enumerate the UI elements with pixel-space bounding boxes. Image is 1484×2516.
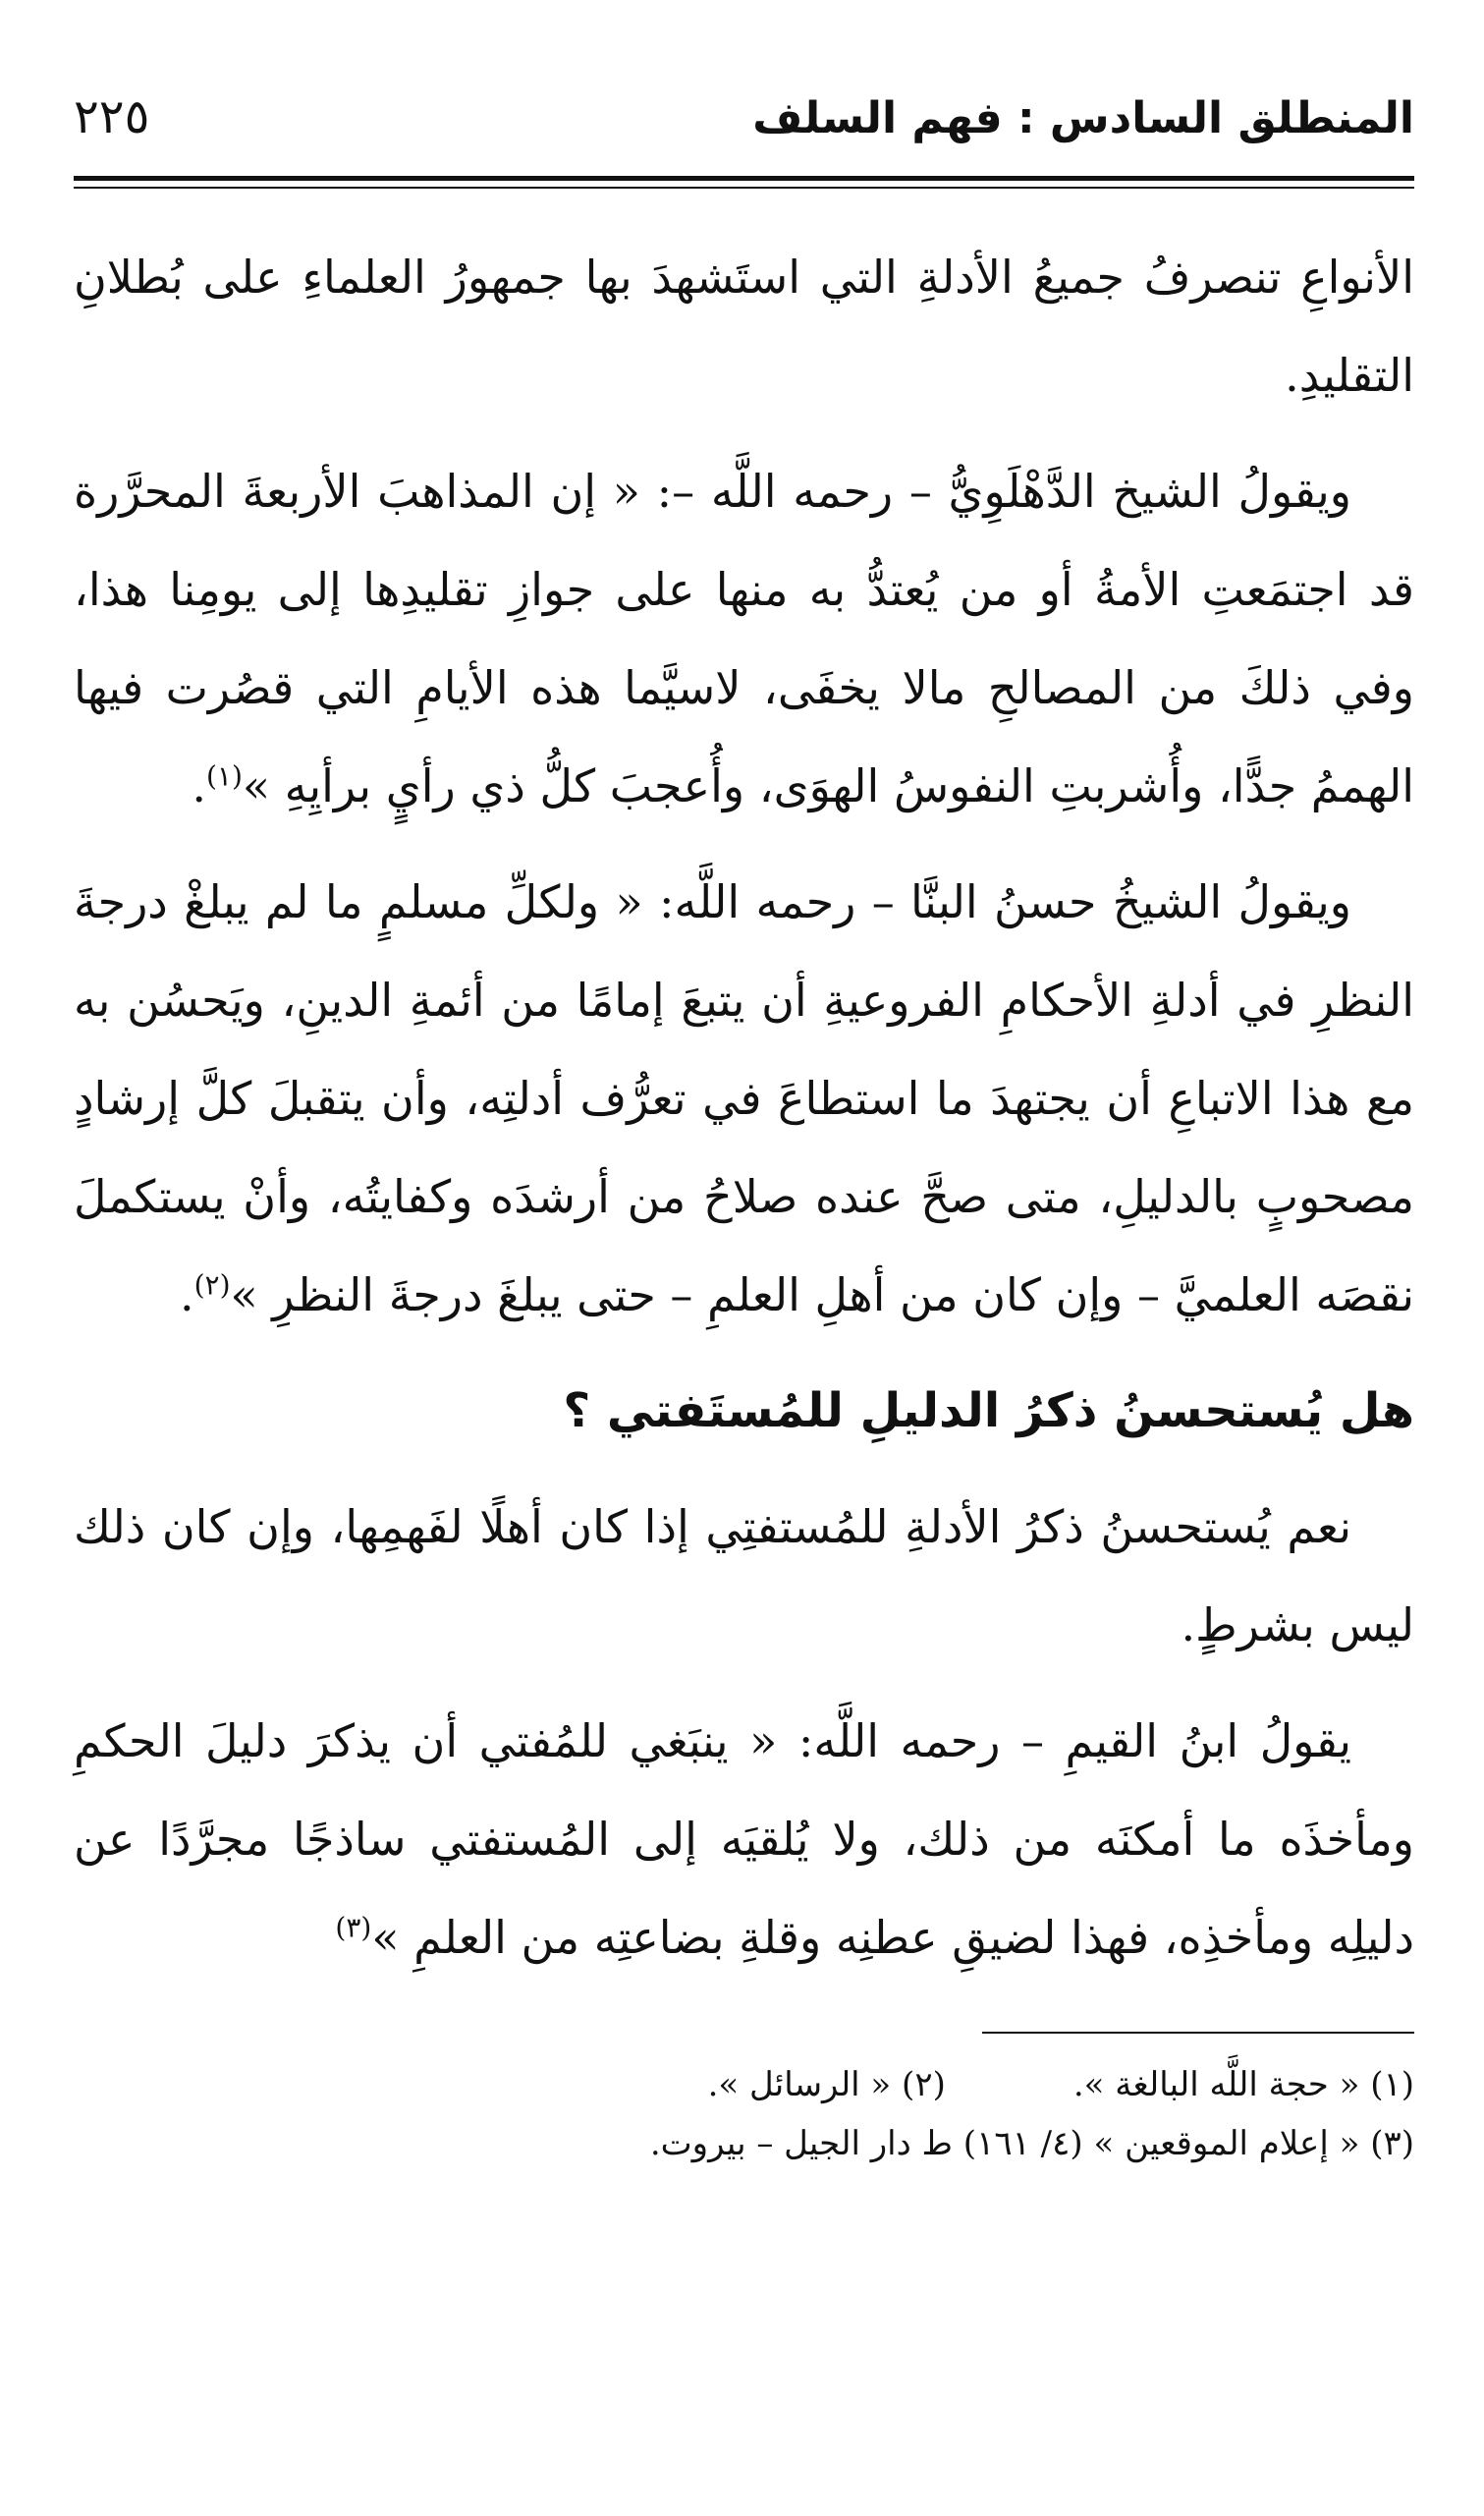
running-title: المنطلق السادس : فهم السلف [752, 93, 1414, 143]
footnote-row [74, 2055, 1414, 2114]
footnote-3: (٣) « إعلام الموقعين » (٤/ ١٦١) ط دار الجيل – بيروت. [649, 2124, 1414, 2163]
paragraph-text: ويقولُ الشيخ الدَّهْلَوِيُّ – رحمه اللَّه –: « إن المذاهبَ الأربعةَ المحرَّرة قد اجتمَعتِ الأمةُ أو من يُعتدُّ به منها على جوازِ تقليدِها إلى يومِنا هذا، وفي ذلكَ من المصالحِ مالا يخفَى، لاسيَّما هذه الأيامِ التي قصُرت فيها الهممُ جدًّا، وأُشربتِ النفوسُ الهوَى، وأُعجبَ كلُّ ذي رأيٍ برأيِهِ » [74, 465, 1414, 812]
paragraph-dehlawi-quote: ويقولُ الشيخ الدَّهْلَوِيُّ – رحمه اللَّه –: « إن المذاهبَ الأربعةَ المحرَّرة قد اجتمَعتِ الأمةُ أو من يُعتدُّ به منها على جوازِ تقليدِها إلى يومِنا هذا، وفي ذلكَ من المصالحِ مالا يخفَى، لاسيَّما هذه الأيامِ التي قصُرت فيها الهممُ جدًّا، وأُشربتِ النفوسُ الهوَى، وأُعجبَ كلُّ ذي رأيٍ برأيِهِ »$^{(١)}$. [74, 465, 1414, 812]
paragraph-continuation [74, 228, 1414, 424]
page-number: ٢٢٥ [74, 89, 150, 144]
footnote-2: (٢) « الرسائل ». [707, 2065, 946, 2104]
paragraph-text: ويقولُ الشيخُ حسنُ البنَّا – رحمه اللَّه: « ولكلِّ مسلمٍ ما لم يبلغْ درجةَ النظرِ في أدلةِ الأحكامِ الفروعيةِ أن يتبعَ إمامًا من أئمةِ الدينِ، ويَحسُن به مع هذا الاتباعِ أن يجتهدَ ما استطاعَ في تعرُّف أدلتِه، وأن يتقبلَ كلَّ إرشادٍ مصحوبٍ بالدليلِ، متى صحَّ عنده صلاحُ من أرشدَه وكفايتُه، وأنْ يستكملَ نقصَه العلميَّ – وإن كان من أهلِ العلمِ – حتى يبلغَ درجةَ النظرِ » [74, 875, 1414, 1321]
footnote-marker: (٢) [193, 1268, 231, 1302]
footnote-marker: (٣) [335, 1911, 372, 1944]
paragraph-answer [74, 1478, 1414, 1674]
footnote-divider [982, 2032, 1414, 2034]
paragraph-banna-quote: ويقولُ الشيخُ حسنُ البنَّا – رحمه اللَّه: « ولكلِّ مسلمٍ ما لم يبلغْ درجةَ النظرِ في أدلةِ الأحكامِ الفروعيةِ أن يتبعَ إمامًا من أئمةِ الدينِ، ويَحسُن به مع هذا الاتباعِ أن يجتهدَ ما استطاعَ في تعرُّف أدلتِه، وأن يتقبلَ كلَّ إرشادٍ مصحوبٍ بالدليلِ، متى صحَّ عنده صلاحُ من أرشدَه وكفايتُه، وأنْ يستكملَ نقصَه العلميَّ – وإن كان من أهلِ العلمِ – حتى يبلغَ درجةَ النظرِ »$^{(٢)}$. [74, 875, 1414, 1321]
footnotes [74, 2055, 1414, 2173]
footnote-1: (١) « حجة اللَّه البالغة ». [1072, 2065, 1414, 2104]
paragraph-text: الأنواعِ تنصرفُ جميعُ الأدلةِ التي استَشهدَ بها جمهورُ العلماءِ على بُطلانِ التقليدِ. [74, 251, 1414, 402]
running-header [74, 84, 1414, 162]
paragraph-ibn-qayyim-quote [74, 1692, 1414, 1986]
main-text [74, 228, 1414, 1986]
paragraph-text: نعم يُستحسنُ ذكرُ الأدلةِ للمُستفتِي إذا كان أهلًا لفَهمِها، وإن كان ذلك ليس بشرطٍ. [74, 1500, 1414, 1651]
header-rule-thin [74, 187, 1414, 189]
paragraph-text: يقولُ ابنُ القيمِ – رحمه اللَّه: « ينبَغي للمُفتي أن يذكرَ دليلَ الحكمِ ومأخذَه ما أمكنَه من ذلك، ولا يُلقيَه إلى المُستفتي ساذجًا مجرَّدًا عن دليلِه ومأخذِه، فهذا لضيقِ عطنِه وقلةِ بضاعتِه من العلمِ » [74, 1714, 1414, 1964]
footnote-marker: (١) [205, 759, 243, 793]
header-rule-thick [74, 176, 1414, 181]
book-page [74, 84, 1414, 2461]
section-heading: هل يُستحسنُ ذكرُ الدليلِ للمُستَفتي ؟ [563, 1383, 1414, 1438]
